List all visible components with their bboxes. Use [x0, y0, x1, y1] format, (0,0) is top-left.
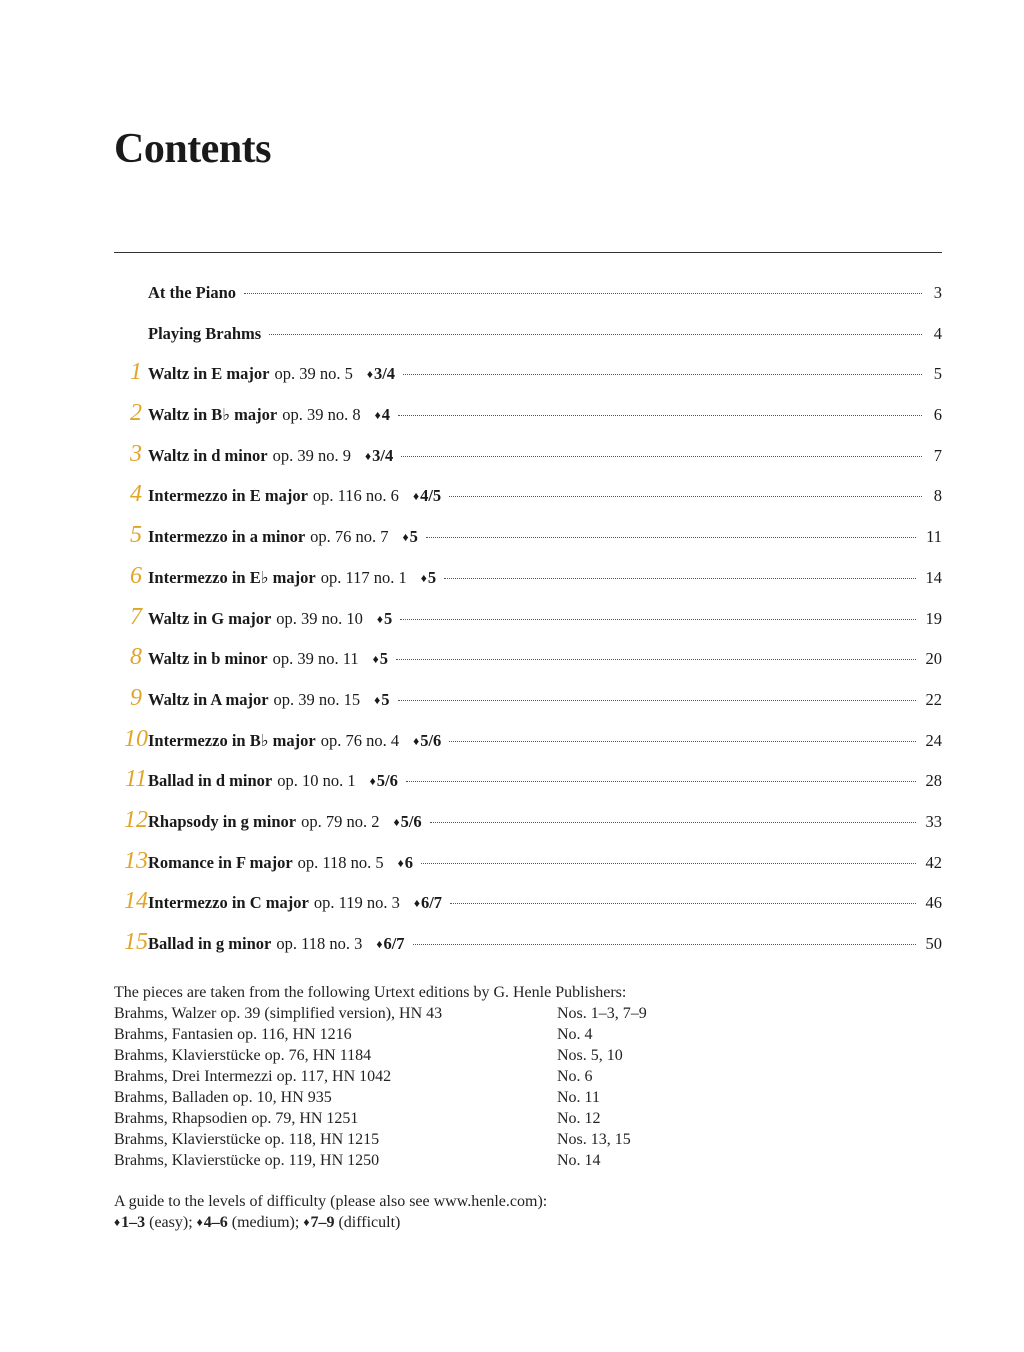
toc-entry: [114, 930, 942, 971]
toc-entry-leader: [406, 781, 916, 782]
toc-entry-difficulty-value: 5/6: [376, 771, 398, 791]
source-edition: Brahms, Rhapsodien op. 79, HN 1251: [114, 1110, 359, 1127]
source-edition: Brahms, Klavierstücke op. 118, HN 1215: [114, 1131, 380, 1148]
diamond-icon: ♦: [393, 814, 400, 829]
toc-entry-page: 24: [925, 730, 942, 750]
toc-entry-difficulty: [375, 405, 390, 425]
contents-list: [114, 279, 942, 971]
diamond-icon: ♦: [196, 1215, 203, 1229]
toc-entry-difficulty-value: 5: [381, 689, 390, 709]
toc-entry-opus: op. 39 no. 10: [276, 608, 363, 628]
toc-entry-leader: [401, 456, 922, 457]
toc-entry-difficulty-value: 5: [409, 527, 418, 547]
toc-entry-opus: op. 39 no. 9: [272, 445, 352, 465]
toc-entry-page: 8: [933, 486, 942, 506]
toc-entry-difficulty-value: 5/6: [400, 811, 422, 831]
guide-intro: A guide to the levels of difficulty (please also see www.henle.com):: [114, 1193, 548, 1210]
toc-entry-opus: op. 118 no. 5: [297, 852, 384, 872]
toc-entry-page: 7: [933, 445, 942, 465]
toc-entry-number: [114, 482, 148, 506]
toc-entry-leader: [398, 415, 922, 416]
source-row: [114, 1129, 942, 1150]
source-edition: Brahms, Klavierstücke op. 119, HN 1250: [114, 1152, 380, 1169]
toc-entry-difficulty: [393, 812, 421, 832]
toc-entry-difficulty: [421, 568, 436, 588]
sources-section: [114, 982, 942, 1171]
guide-difficult-range: 7–9: [310, 1214, 335, 1231]
source-row: [114, 1003, 942, 1024]
guide-difficult-label: (difficult): [338, 1214, 401, 1231]
toc-entry: [114, 523, 942, 564]
toc-entry-number-text: 13: [124, 847, 148, 874]
toc-entry-number: [114, 442, 148, 466]
toc-entry-difficulty: [413, 486, 441, 506]
toc-entry-number-text: 4: [130, 481, 142, 508]
toc-entry-leader: [444, 578, 915, 579]
toc-entry: [114, 767, 942, 808]
toc-entry-title: Ballad in g minor: [148, 934, 272, 953]
toc-entry-number-text: 5: [130, 522, 142, 549]
toc-entry-number: [114, 605, 148, 629]
toc-entry-number: [114, 401, 148, 425]
toc-entry-page: 22: [925, 689, 942, 709]
source-numbers: No. 6: [557, 1068, 593, 1085]
toc-entry-number-text: 9: [130, 684, 142, 711]
toc-entry-difficulty-value: 3/4: [373, 364, 396, 384]
source-edition: Brahms, Balladen op. 10, HN 935: [114, 1089, 332, 1106]
toc-entry-number: [114, 930, 148, 954]
toc-entry: [114, 686, 942, 727]
toc-entry-difficulty: [367, 364, 395, 384]
toc-entry-leader: [449, 496, 922, 497]
toc-entry-leader: [421, 863, 915, 864]
toc-entry-number-text: 2: [130, 400, 142, 427]
toc-entry: [114, 320, 942, 361]
toc-entry-number: [114, 686, 148, 710]
diamond-icon: ♦: [374, 692, 381, 707]
toc-entry-difficulty: [398, 853, 413, 873]
toc-entry-title: Rhapsody in g minor: [148, 811, 297, 831]
toc-entry-page: 14: [925, 567, 942, 587]
source-numbers: Nos. 13, 15: [557, 1131, 631, 1148]
toc-entry-difficulty: [376, 934, 404, 954]
sources-table: [114, 1003, 942, 1171]
toc-entry-difficulty: [377, 609, 392, 629]
toc-entry-leader: [450, 903, 915, 904]
diamond-icon: ♦: [372, 652, 379, 667]
toc-entry-opus: op. 117 no. 1: [320, 567, 407, 587]
toc-entry-opus: op. 39 no. 8: [282, 405, 361, 425]
toc-entry-difficulty: [403, 527, 418, 547]
toc-entry-opus: op. 39 no. 5: [274, 364, 353, 384]
toc-entry-page: 4: [933, 323, 942, 343]
source-numbers: No. 12: [557, 1110, 601, 1127]
toc-entry-number-text: 15: [124, 929, 148, 955]
toc-entry-leader: [398, 700, 916, 701]
toc-entry-title: Intermezzo in a minor: [148, 527, 306, 547]
diamond-icon: ♦: [402, 530, 409, 545]
toc-entry-title: Waltz in G major: [148, 608, 272, 628]
toc-entry-number: [114, 320, 148, 344]
source-row: [114, 1045, 942, 1066]
toc-entry-title: Ballad in d minor: [148, 771, 273, 791]
toc-entry-opus: op. 118 no. 3: [276, 934, 363, 953]
toc-entry-leader: [426, 537, 916, 538]
toc-entry: [114, 645, 942, 686]
toc-entry-number: [114, 360, 148, 384]
toc-entry-opus: op. 119 no. 3: [313, 893, 400, 913]
toc-entry-number-text: 14: [124, 888, 148, 915]
toc-entry: [114, 564, 942, 605]
toc-entry-opus: op. 39 no. 11: [272, 649, 359, 669]
toc-entry-page: 6: [933, 405, 942, 425]
diamond-icon: ♦: [366, 367, 373, 382]
toc-entry-leader: [400, 619, 915, 620]
guide-medium-range: 4–6: [203, 1214, 228, 1231]
toc-entry-page: 11: [926, 527, 942, 547]
diamond-icon: ♦: [413, 896, 420, 911]
toc-entry-difficulty: [413, 731, 441, 751]
source-row: [114, 1066, 942, 1087]
toc-entry-difficulty-value: 6/7: [420, 893, 443, 913]
toc-entry-number-text: 7: [130, 603, 142, 630]
toc-entry-number-text: 11: [124, 766, 148, 793]
toc-entry-difficulty-value: 4/5: [420, 486, 442, 506]
toc-entry-page: 19: [925, 608, 942, 628]
toc-entry: [114, 727, 942, 768]
guide-medium-label: (medium);: [231, 1214, 300, 1231]
source-row: [114, 1024, 942, 1045]
source-edition: Brahms, Klavierstücke op. 76, HN 1184: [114, 1047, 372, 1064]
toc-entry-page: 3: [933, 283, 942, 302]
source-row: [114, 1108, 942, 1129]
source-numbers: No. 11: [557, 1089, 600, 1106]
toc-entry-difficulty: [373, 649, 388, 669]
guide-easy-range: 1–3: [121, 1214, 146, 1231]
toc-entry-title: At the Piano: [148, 283, 236, 302]
diamond-icon: ♦: [114, 1215, 121, 1229]
toc-entry: [114, 360, 942, 401]
toc-entry-leader: [396, 659, 915, 660]
toc-entry-page: 50: [925, 934, 942, 953]
toc-entry-title: Waltz in E major: [148, 364, 270, 384]
title-divider: [114, 252, 942, 253]
diamond-icon: ♦: [412, 489, 420, 504]
toc-entry-number: [114, 564, 148, 588]
toc-entry: [114, 849, 942, 890]
toc-entry-opus: op. 79 no. 2: [301, 811, 380, 831]
toc-entry-difficulty-value: 4: [381, 405, 390, 425]
toc-entry-title: Intermezzo in C major: [148, 893, 309, 913]
toc-entry-number-text: 8: [130, 644, 142, 671]
toc-entry: [114, 279, 942, 320]
toc-entry-opus: op. 39 no. 15: [273, 689, 361, 709]
source-numbers: No. 4: [557, 1026, 593, 1043]
toc-entry-difficulty-value: 3/4: [372, 445, 394, 465]
toc-entry-page: 46: [925, 893, 942, 913]
toc-entry-difficulty-value: 5/6: [420, 730, 442, 750]
guide-easy-label: (easy);: [149, 1214, 193, 1231]
toc-entry-leader: [430, 822, 916, 823]
toc-entry-title: Waltz in d minor: [148, 445, 268, 465]
diamond-icon: ♦: [376, 937, 383, 951]
toc-entry-leader: [403, 374, 922, 375]
guide-levels: [114, 1212, 942, 1234]
toc-entry-page: 28: [925, 771, 942, 791]
toc-entry-number-text: 1: [130, 359, 142, 386]
toc-entry-title: Intermezzo in B♭ major: [148, 730, 316, 750]
toc-entry-difficulty: [365, 446, 393, 466]
toc-entry-leader: [449, 741, 915, 742]
toc-entry-title: Waltz in b minor: [148, 649, 268, 669]
toc-entry: [114, 889, 942, 930]
toc-entry-page: 20: [925, 649, 942, 669]
source-edition: Brahms, Drei Intermezzi op. 117, HN 1042: [114, 1068, 392, 1085]
diamond-icon: ♦: [376, 611, 384, 626]
toc-entry-leader: [413, 944, 916, 945]
diamond-icon: ♦: [303, 1215, 310, 1229]
source-numbers: No. 14: [557, 1152, 601, 1169]
toc-entry-difficulty: [374, 690, 389, 710]
difficulty-guide: [114, 1191, 942, 1234]
toc-entry: [114, 401, 942, 442]
toc-entry-title: Waltz in A major: [148, 689, 269, 709]
toc-entry-title: Intermezzo in E♭ major: [148, 567, 316, 587]
toc-entry-difficulty: [414, 893, 442, 913]
source-row: [114, 1087, 942, 1108]
toc-entry-number: [114, 523, 148, 547]
toc-entry-number: [114, 767, 148, 791]
source-row: [114, 1150, 942, 1171]
toc-entry-title: Waltz in B♭ major: [148, 405, 278, 425]
toc-entry-leader: [244, 293, 922, 294]
toc-entry-opus: op. 116 no. 6: [312, 486, 399, 506]
toc-entry-page: 5: [933, 364, 942, 384]
toc-entry-page: 42: [925, 852, 942, 872]
toc-entry-difficulty-value: 5: [384, 608, 393, 628]
toc-entry-number-text: 12: [124, 806, 148, 833]
toc-entry-title: Romance in F major: [148, 852, 293, 872]
toc-entry-number-text: 6: [130, 562, 142, 589]
toc-entry-leader: [269, 334, 922, 335]
toc-entry-number: [114, 727, 148, 751]
diamond-icon: ♦: [365, 448, 372, 463]
toc-entry-difficulty-value: 6: [404, 852, 414, 872]
toc-entry-page: 33: [925, 811, 942, 831]
toc-entry-number: [114, 279, 148, 303]
toc-entry: [114, 482, 942, 523]
toc-entry: [114, 442, 942, 483]
toc-entry: [114, 605, 942, 646]
sources-intro: The pieces are taken from the following Urtext editions by G. Henle Publishers:: [114, 984, 627, 1001]
toc-entry-number-text: 10: [124, 725, 148, 752]
source-edition: Brahms, Fantasien op. 116, HN 1216: [114, 1026, 352, 1043]
source-edition: Brahms, Walzer op. 39 (simplified version), HN 43: [114, 1005, 443, 1022]
diamond-icon: ♦: [420, 570, 427, 585]
toc-entry-opus: op. 76 no. 4: [320, 730, 400, 750]
toc-entry-title: Playing Brahms: [148, 323, 262, 343]
source-numbers: Nos. 5, 10: [557, 1047, 623, 1064]
diamond-icon: ♦: [413, 733, 420, 748]
toc-entry-number: [114, 645, 148, 669]
toc-entry-number: [114, 849, 148, 873]
diamond-icon: ♦: [369, 774, 376, 789]
toc-entry-difficulty-value: 5: [379, 649, 389, 669]
toc-entry-opus: op. 10 no. 1: [277, 771, 356, 791]
toc-entry-difficulty: [370, 771, 398, 791]
page-title: Contents: [114, 126, 272, 172]
diamond-icon: ♦: [374, 408, 381, 423]
diamond-icon: ♦: [397, 855, 404, 870]
toc-entry-difficulty-value: 5: [427, 567, 437, 587]
toc-entry-title: Intermezzo in E major: [148, 486, 308, 506]
toc-entry-number: [114, 889, 148, 913]
toc-entry-number-text: 3: [130, 440, 142, 467]
toc-entry-opus: op. 76 no. 7: [310, 527, 389, 547]
toc-entry-number: [114, 808, 148, 832]
toc-entry: [114, 808, 942, 849]
source-numbers: Nos. 1–3, 7–9: [557, 1005, 647, 1022]
toc-entry-difficulty-value: 6/7: [383, 934, 405, 953]
